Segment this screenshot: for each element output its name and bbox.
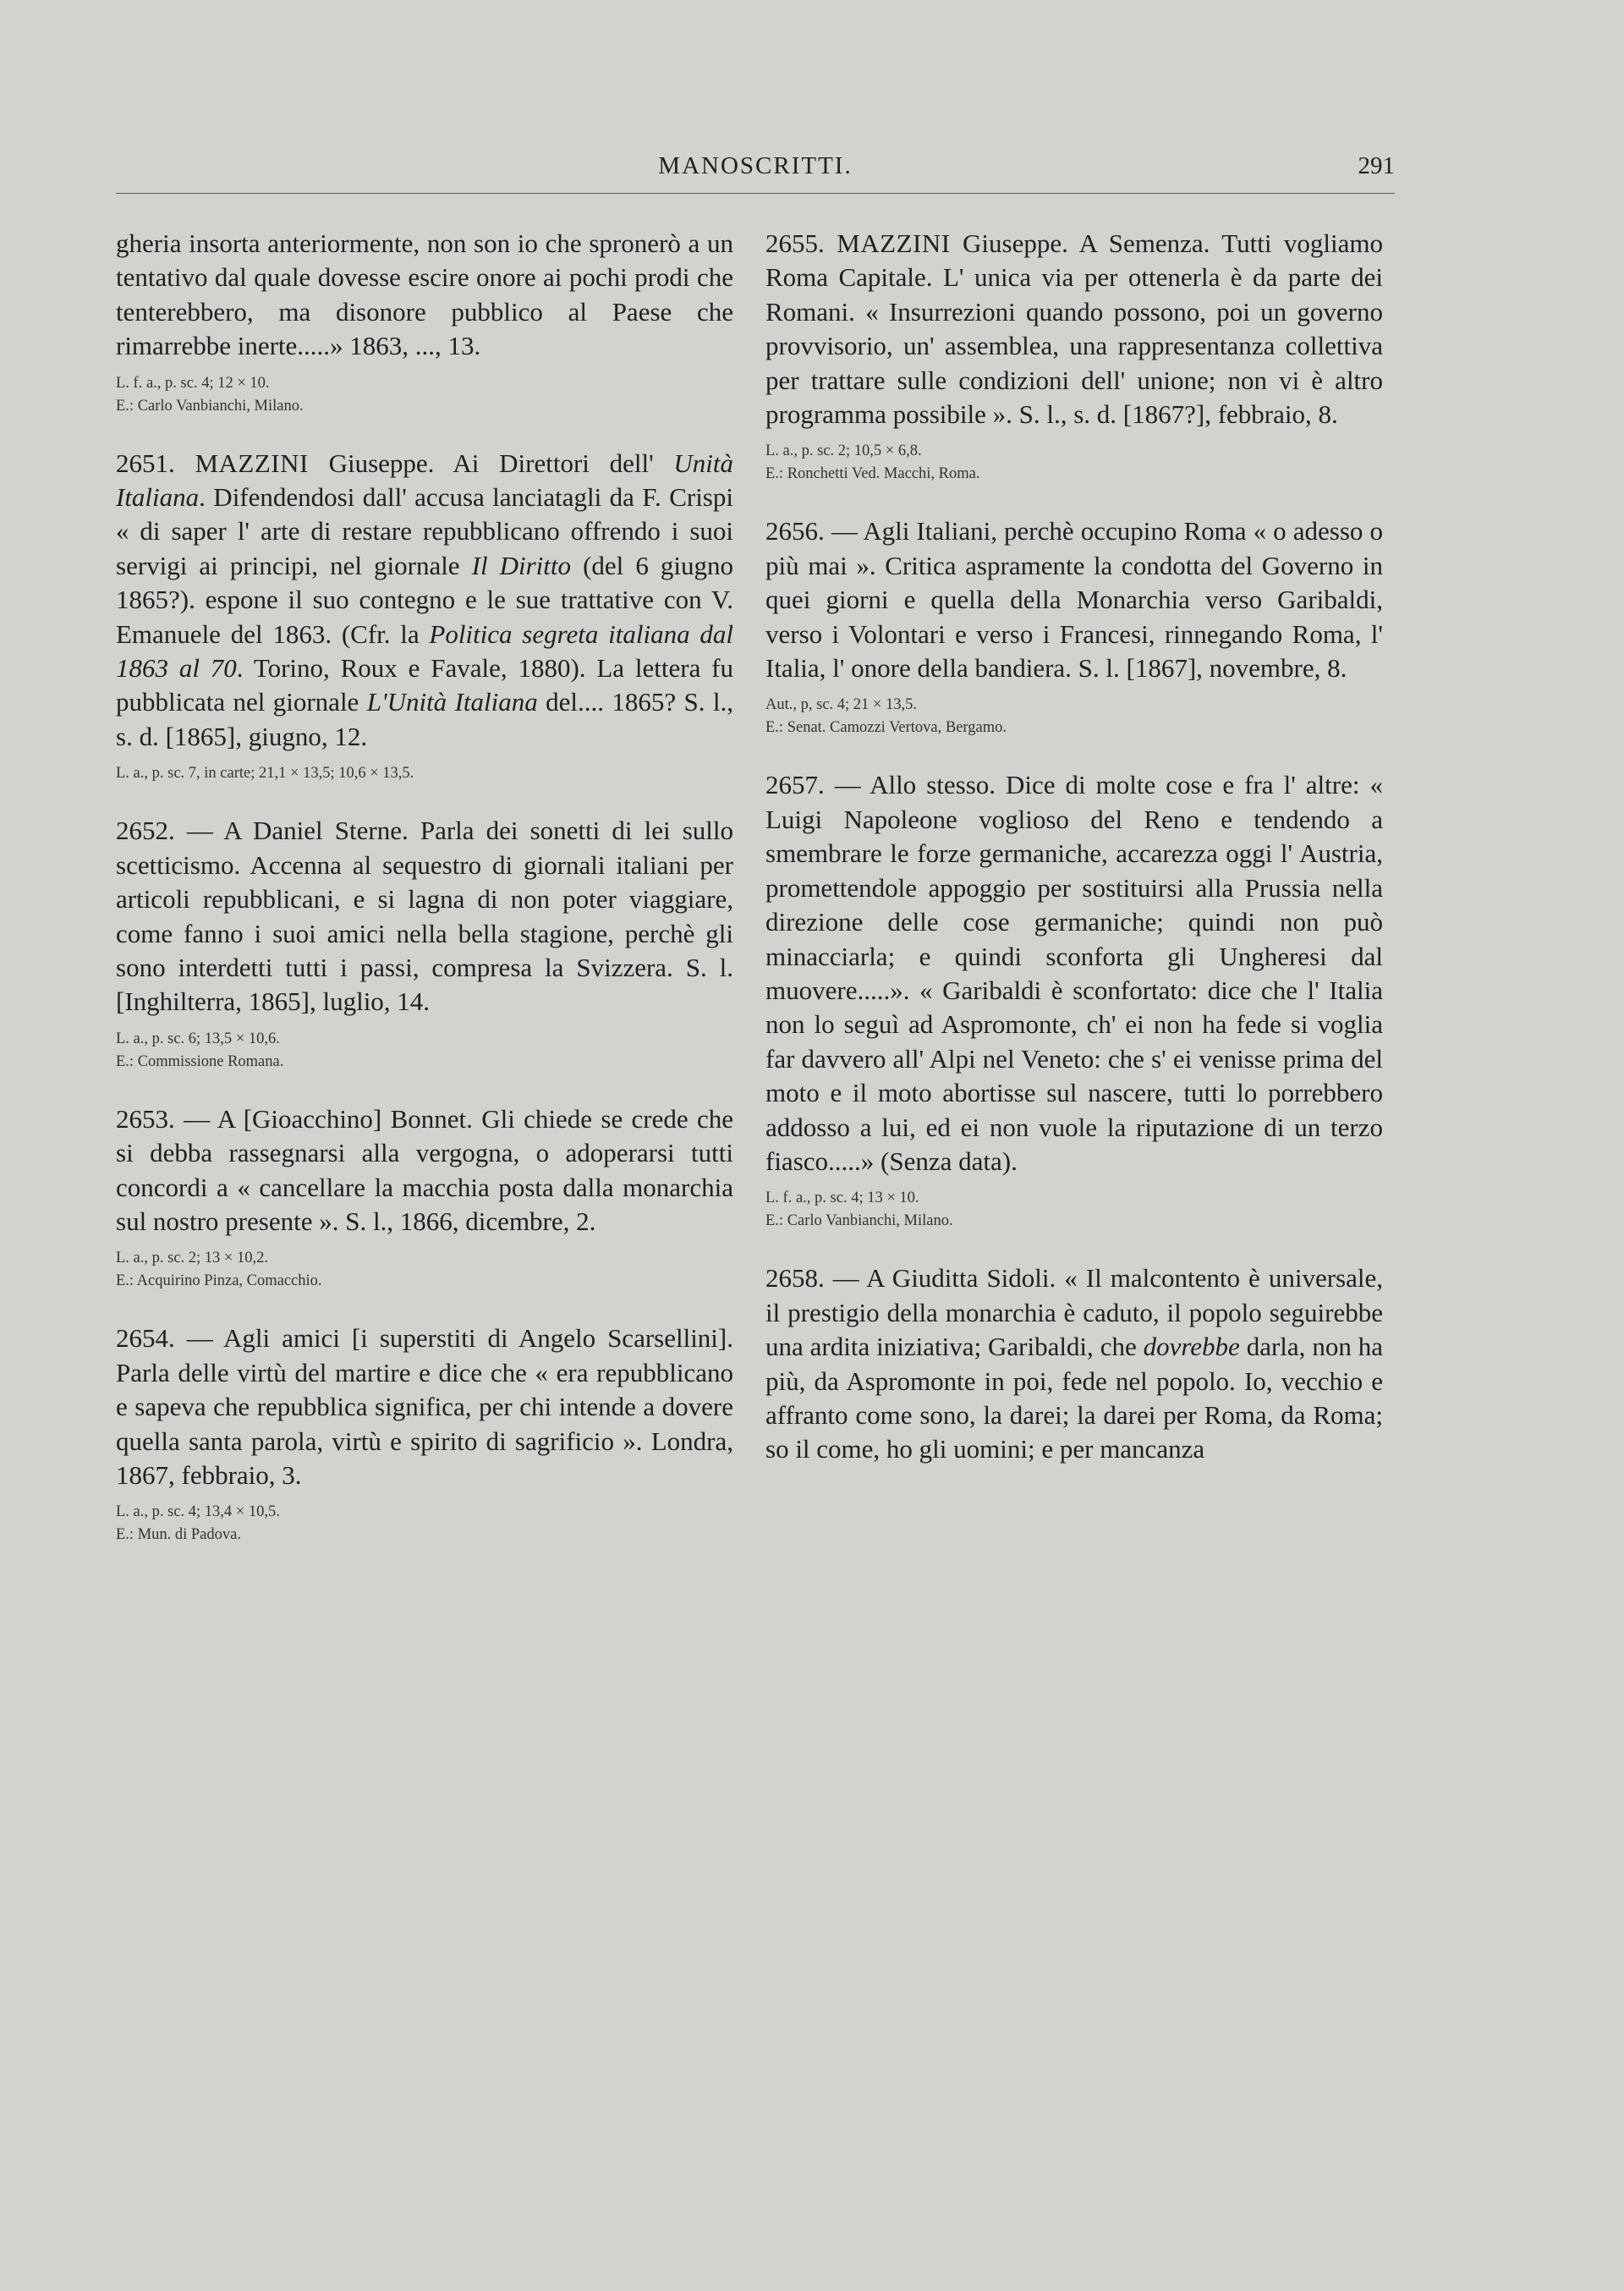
entry-meta <box>765 440 1383 486</box>
entry-text: 2656. — Agli Italiani, perchè occupino Roma « o adesso o più mai ». Critica aspramente la condotta del Governo in quei giorni e quella della Monarchia verso Garibaldi, verso i Volontari e verso i Francesi, rinnegando Roma, l' Italia, l' onore della bandiera. S. l. [1867], novembre, 8. <box>765 516 1383 684</box>
entry-meta <box>765 1187 1383 1233</box>
meta-line: E.: Carlo Vanbianchi, Milano. <box>765 1212 953 1230</box>
meta-line: L. a., p. sc. 4; 13,4 × 10,5. <box>116 1503 280 1521</box>
meta-line: L. f. a., p. sc. 4; 13 × 10. <box>765 1189 919 1207</box>
entry-text <box>765 1261 1383 1466</box>
entry-meta <box>765 694 1383 739</box>
entry-meta <box>116 1247 733 1293</box>
entry-text-part: (del 6 giugno 1865?). espone il suo contegno e le sue trattative con V. Emanuele del 1863. (Cfr. la <box>116 550 734 649</box>
entry-text: 2654. — Agli amici [i superstiti di Angelo Scarsellini]. Parla delle virtù del martire e dice che « era repubblicano e sapeva che repubblica significa, per chi intende a dovere quella santa parola, virtù e spirito di sagrificio ». Londra, 1867, febbraio, 3. <box>116 1323 733 1490</box>
meta-line: L. a., p. sc. 7, in carte; 21,1 × 13,5; 10,6 × 13,5. <box>116 765 414 783</box>
left-column <box>116 227 733 1575</box>
entry-text-part: 2658. — A Giuditta Sidoli. « Il malcontento è universale, il prestigio della monarchia è caduto, il popolo seguirebbe una ardita iniziativa; Garibaldi, che <box>765 1263 1383 1362</box>
meta-line: E.: Ronchetti Ved. Macchi, Roma. <box>765 465 980 483</box>
entry-2654 <box>116 1321 733 1547</box>
entry-text-part: Giuseppe. Ai Direttori dell' <box>308 448 674 478</box>
entry-text-part: darla, non ha più, da Aspromonte in poi, fede nel popolo. Io, vecchio e affranto come sono, la darei; la darei per Roma, da Roma; so il come, ho gli uomini; e per mancanza <box>765 1332 1383 1464</box>
entry-text-part: . Torino, Roux e Favale, 1880). La lettera fu pubblicata nel giornale <box>116 653 733 717</box>
entry-2658 <box>765 1261 1383 1466</box>
entry-italic: Politica segreta italiana dal 1863 al 70 <box>116 618 733 684</box>
entry-meta <box>116 1501 733 1547</box>
entry-text <box>765 227 1383 431</box>
meta-line: L. a., p. sc. 2; 10,5 × 6,8. <box>765 442 922 460</box>
meta-line: E.: Acquirino Pinza, Comacchio. <box>116 1272 322 1290</box>
entry-text: 2657. — Allo stesso. Dice di molte cose e fra l' altre: « Luigi Napoleone voglioso del Reno e tendendo a smembrare le forze germaniche, accarezza oggi l' Austria, promettendole appoggio per sostituirsi alla Prussia nella direzione delle cose germaniche; quindi non può minacciarla; e quindi sconforta gli Ungheresi dal muovere.....». « Garibaldi è sconfortato: dice che l' Italia non lo seguì ad Aspromonte, ch' ei non ha fede si voglia far davvero all' Alpi nel Veneto: che s' ei venisse prima del moto e il moto abortisse sul nascere, tutti lo porrebbero addosso a lui, ed ei non vuole la riputazione di un terzo fiasco.....» (Senza data). <box>765 770 1383 1176</box>
page-number: 291 <box>1358 152 1395 179</box>
right-column <box>765 227 1383 1496</box>
meta-line: L. f. a., p. sc. 4; 12 × 10. <box>116 374 270 392</box>
entry-text <box>116 447 733 755</box>
entry-2653 <box>116 1102 733 1294</box>
entry-italic: Il Diritto <box>471 550 572 580</box>
entry-number: 2655. <box>765 228 825 258</box>
entry-italic: Unità Italiana <box>116 448 734 513</box>
meta-line: L. a., p. sc. 2; 13 × 10,2. <box>116 1250 268 1267</box>
meta-line: E.: Carlo Vanbianchi, Milano. <box>116 397 304 415</box>
entry-text-part: . Difendendosi dall' accusa lanciatagli da F. Crispi « di saper l' arte di restare repubblicano offrendo i suoi servigi ai principi, nel giornale <box>116 482 733 580</box>
meta-line: L. a., p. sc. 6; 13,5 × 10,6. <box>116 1030 280 1047</box>
entry-meta <box>116 762 733 785</box>
entry-meta <box>116 1028 733 1074</box>
meta-line: E.: Mun. di Padova. <box>116 1526 241 1544</box>
entry-2652 <box>116 814 733 1073</box>
meta-line: E.: Commissione Romana. <box>116 1052 284 1070</box>
entry-2651 <box>116 447 733 786</box>
entry-text: 2652. — A Daniel Sterne. Parla dei sonetti di lei sullo scetticismo. Accenna al sequestro di giornali italiani per articoli repubblicani, e si lagna di non poter viaggiare, come fanno i suoi amici nella bella stagione, perchè gli sono interdetti tutti i passi, compresa la Svizzera. S. l. [Inghilterra, 1865], luglio, 14. <box>116 816 733 1017</box>
entry-text-part: Giuseppe. A Semenza. Tutti vogliamo Roma Capitale. L' unica via per ottenerla è da parte dei Romani. « Insurrezioni quando possono, poi un governo provvisorio, un' assemblea, una rappresentanza collettiva per trattare sulle condizioni dell' unione; non vi è altro programma possibile ». S. l., s. d. [1867?], febbraio, 8. <box>765 228 1383 430</box>
meta-line: E.: Senat. Camozzi Vertova, Bergamo. <box>765 719 1007 737</box>
entry-2657 <box>765 768 1383 1233</box>
entry-number: 2651. <box>116 448 175 478</box>
entry-text: 2653. — A [Gioacchino] Bonnet. Gli chiede se crede che si debba rassegnarsi alla vergogna, o adoperarsi tutti concordi a « cancellare la macchia posta dalla monarchia sul nostro presente ». S. l., 1866, dicembre, 2. <box>116 1103 733 1236</box>
running-head: MANOSCRITTI. <box>658 152 853 179</box>
entry-text-part: del.... 1865? S. l., s. d. [1865], giugno, 12. <box>116 687 733 751</box>
entry-author: MAZZINI <box>837 228 951 258</box>
meta-line: Aut., p, sc. 4; 21 × 13,5. <box>765 696 917 714</box>
entry-text: gheria insorta anteriormente, non son io che spronerò a un tentativo dal quale dovesse escire onore ai pochi prodi che tenterebbero, ma disonore pubblico al Paese che rimarrebbe inerte.....» 1863, ..., 13. <box>116 228 733 361</box>
entry-meta <box>116 372 733 418</box>
page-header <box>116 146 1395 188</box>
entry-italic: L'Unità Italiana <box>366 687 538 717</box>
entry-2655 <box>765 227 1383 486</box>
entry-author: MAZZINI <box>195 448 309 478</box>
entry-continuation <box>116 227 733 418</box>
header-divider <box>116 193 1395 194</box>
entry-italic: dovrebbe <box>1143 1332 1240 1362</box>
entry-2656 <box>765 514 1383 739</box>
